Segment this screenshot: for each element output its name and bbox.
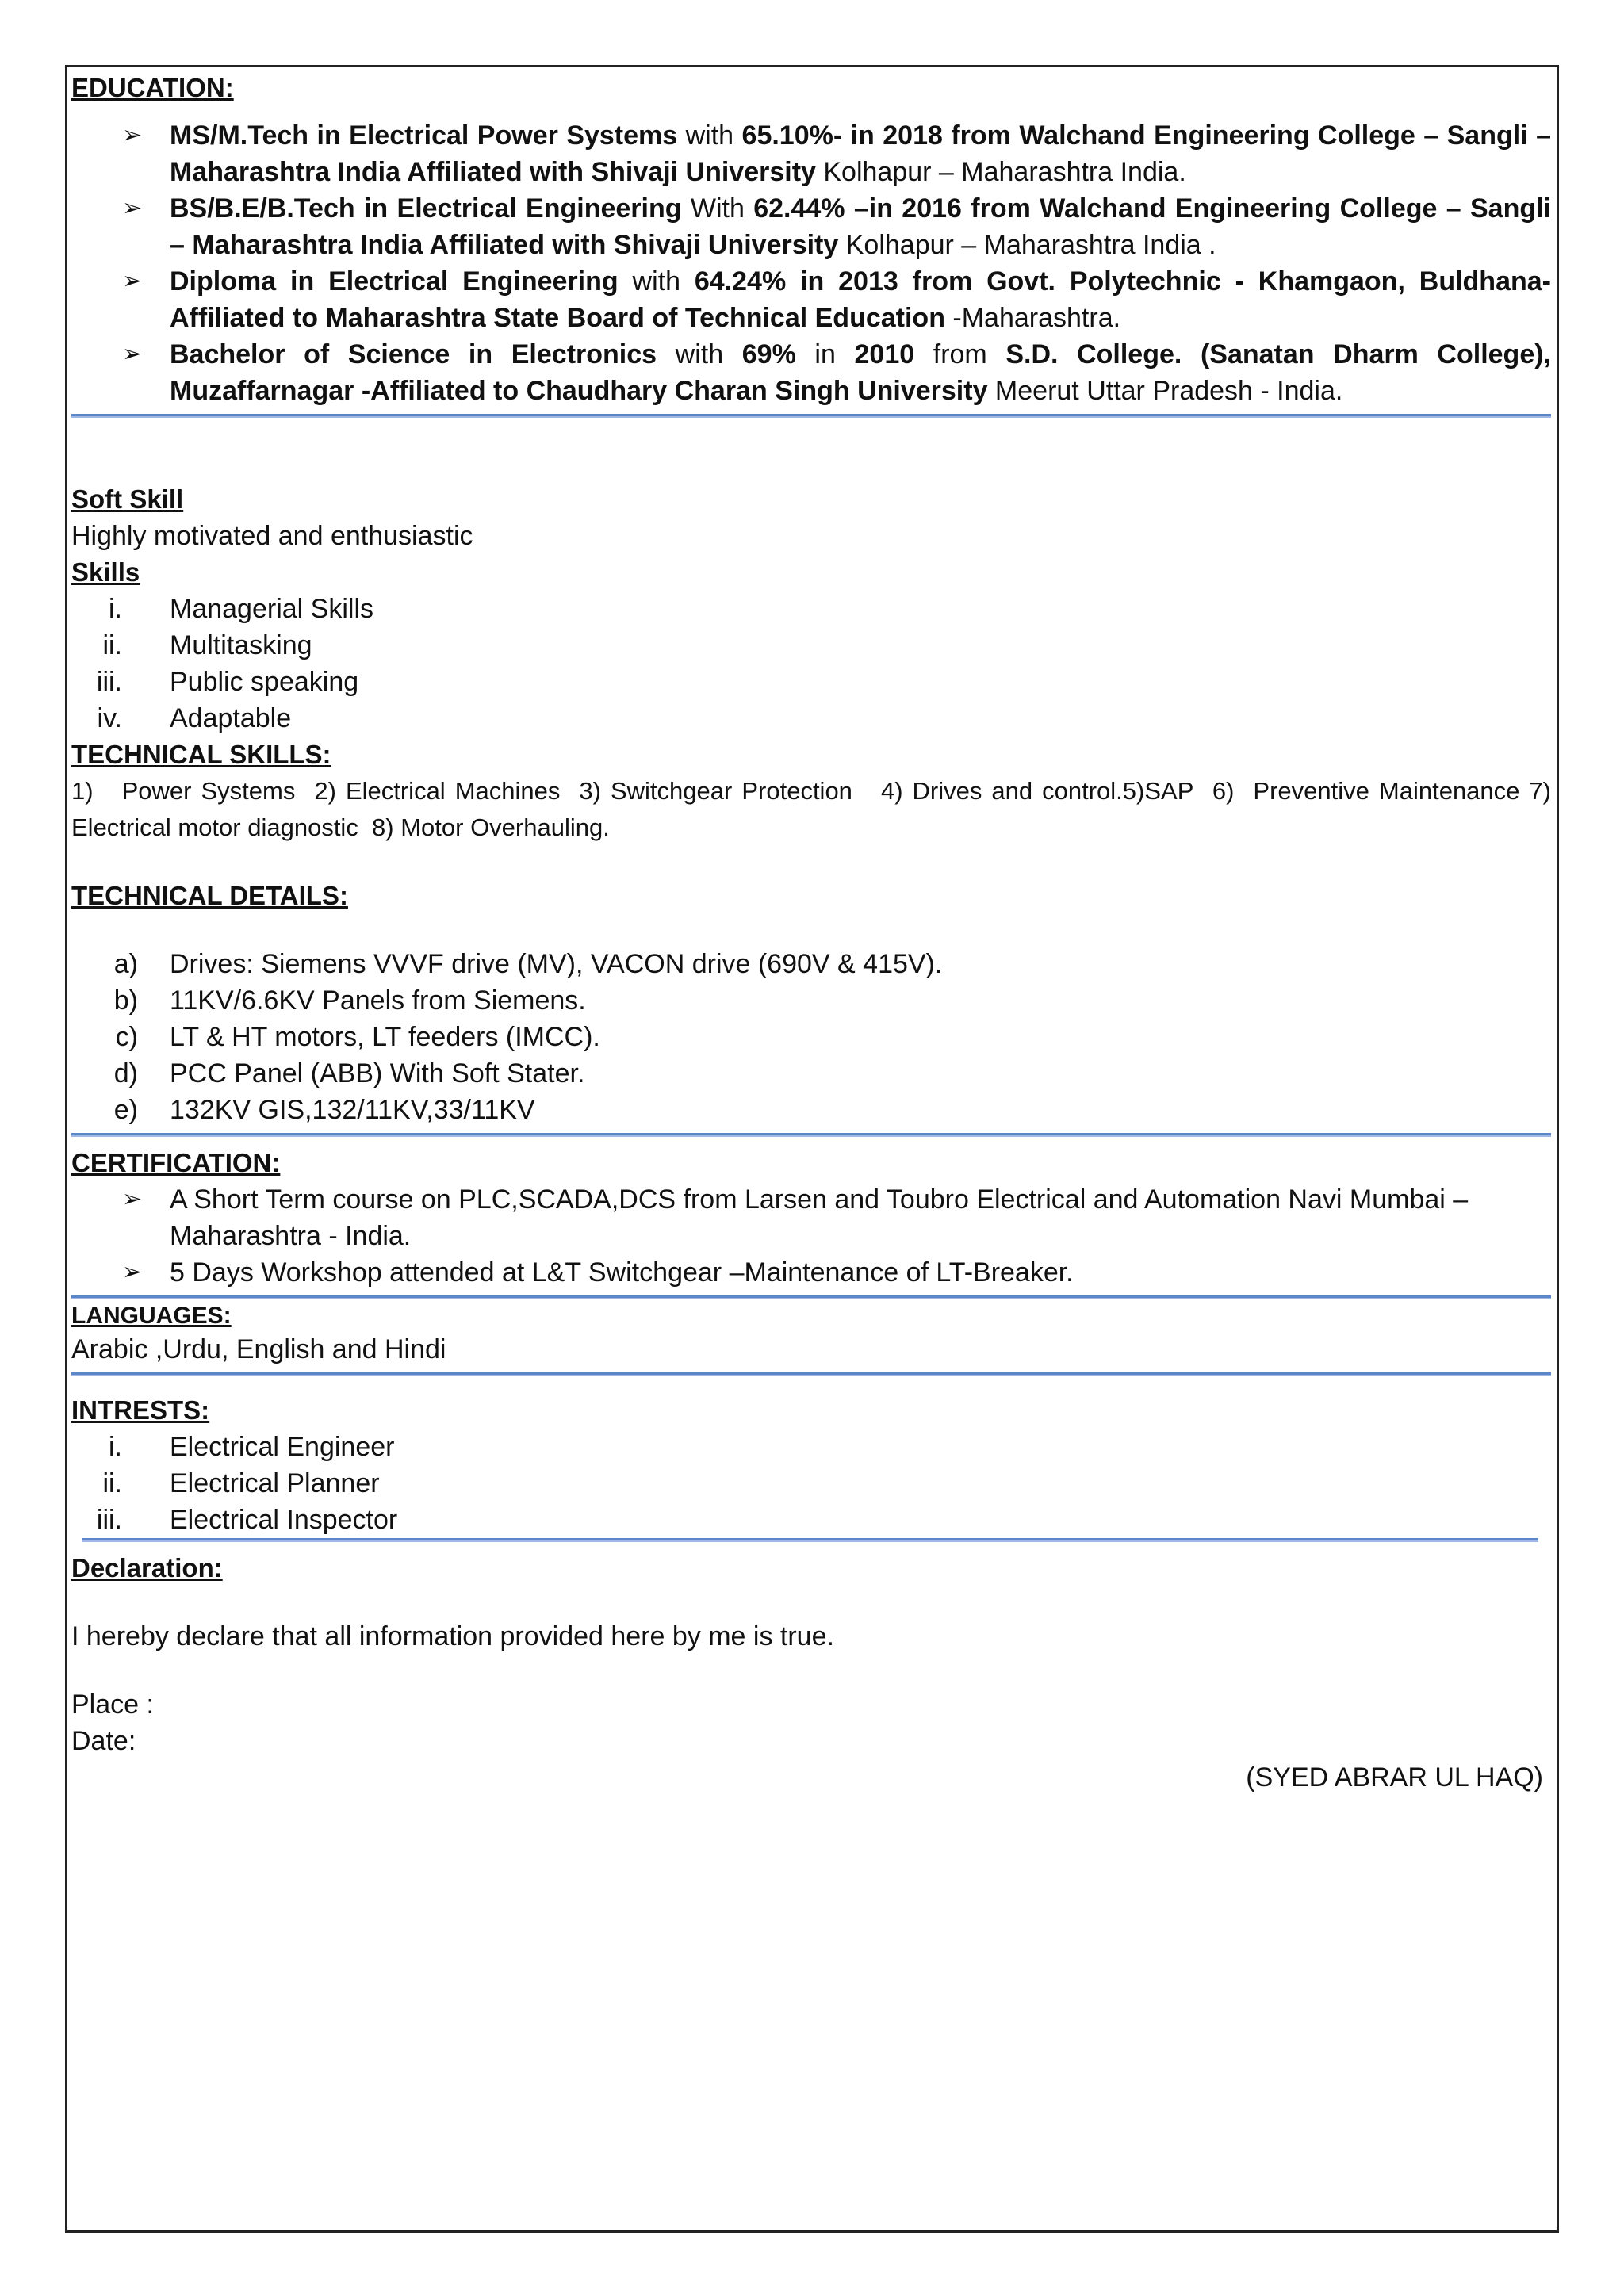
list-item: iv. Adaptable (97, 703, 292, 733)
arrow-bullet-icon: ➢ (122, 195, 143, 221)
technical-skills-heading: TECHNICAL SKILLS: (71, 740, 331, 769)
technical-skills-text: 1) Power Systems 2) Electrical Machines 3) Switchgear Protection 4) Drives and control.5)SAP 6) Preventive Maintenance 7) Electrical motor diagnostic 8) Motor Overhauling. (71, 777, 1558, 841)
list-item: i. Managerial Skills (109, 594, 373, 624)
list-item: c) LT & HT motors, LT feeders (IMCC). (115, 1022, 600, 1052)
arrow-bullet-icon: ➢ (122, 341, 143, 367)
certification-heading: CERTIFICATION: (71, 1148, 281, 1177)
list-item: iii. Electrical Inspector (96, 1505, 398, 1535)
technical-details-heading: TECHNICAL DETAILS: (71, 881, 348, 910)
declaration-heading: Declaration: (71, 1553, 223, 1582)
technical-details-list (71, 946, 1551, 1128)
place-label: Place : (71, 1689, 154, 1720)
education-item: ➢ BS/B.E/B.Tech in Electrical Engineering With 62.44% –in 2016 from Walchand Engineering College – Sangli – Maharashtra India Affiliated with Shivaji University Kolhapur – Maharashtra India . (71, 190, 1551, 263)
signature-name: (SYED ABRAR UL HAQ) (1246, 1762, 1543, 1793)
list-item: ii. Electrical Planner (102, 1468, 380, 1498)
interests-list (71, 1429, 1551, 1538)
date-label: Date: (71, 1726, 136, 1756)
list-item: d) PCC Panel (ABB) With Soft Stater. (113, 1058, 585, 1089)
section-divider (71, 414, 1551, 418)
arrow-bullet-icon: ➢ (122, 1259, 143, 1285)
education-list (71, 117, 1551, 409)
education-item: ➢ MS/M.Tech in Electrical Power Systems with 65.10%- in 2018 from Walchand Engineering College – Sangli – Maharashtra India Affiliated with Shivaji University Kolhapur – Maharashtra India. (71, 117, 1551, 190)
section-divider (71, 1372, 1551, 1376)
list-item: iii. Public speaking (96, 667, 359, 697)
list-item: e) 132KV GIS,132/11KV,33/11KV (113, 1095, 535, 1125)
skills-list (71, 591, 1551, 737)
languages-text: Arabic ,Urdu, English and Hindi (71, 1334, 446, 1364)
education-heading: EDUCATION: (71, 73, 234, 102)
list-item: ➢ A Short Term course on PLC,SCADA,DCS from Larsen and Toubro Electrical and Automation Navi Mumbai – Maharashtra - India. (71, 1181, 1551, 1254)
section-divider (71, 1133, 1551, 1137)
list-item: ➢ 5 Days Workshop attended at L&T Switchgear –Maintenance of LT-Breaker. (71, 1254, 1551, 1291)
list-item: a) Drives: Siemens VVVF drive (MV), VACON drive (690V & 415V). (113, 949, 943, 979)
arrow-bullet-icon: ➢ (122, 1186, 143, 1212)
declaration-text: I hereby declare that all information provided here by me is true. (71, 1621, 834, 1651)
education-item: ➢ Bachelor of Science in Electronics with 69% in 2010 from S.D. College. (Sanatan Dharm College), Muzaffarnagar -Affiliated to Chaudhary Charan Singh University Meerut Uttar Pradesh - India. (71, 336, 1551, 409)
arrow-bullet-icon: ➢ (122, 122, 143, 148)
list-item: b) 11KV/6.6KV Panels from Siemens. (113, 985, 586, 1016)
list-item: i. Electrical Engineer (109, 1432, 395, 1462)
skills-heading: Skills (71, 557, 140, 587)
interests-heading: INTRESTS: (71, 1395, 210, 1425)
arrow-bullet-icon: ➢ (122, 268, 143, 294)
section-divider (82, 1538, 1538, 1542)
section-divider (71, 1295, 1551, 1299)
education-item: ➢ Diploma in Electrical Engineering with 64.24% in 2013 from Govt. Polytechnic - Khamgaon, Buldhana- Affiliated to Maharashtra State Board of Technical Education -Maharashtra. (71, 263, 1551, 336)
resume-page (71, 70, 1558, 1796)
certification-list (71, 1181, 1551, 1291)
soft-skill-heading: Soft Skill (71, 484, 184, 514)
languages-heading: LANGUAGES: (71, 1303, 232, 1329)
soft-skill-text: Highly motivated and enthusiastic (71, 521, 473, 551)
list-item: ii. Multitasking (102, 630, 312, 660)
